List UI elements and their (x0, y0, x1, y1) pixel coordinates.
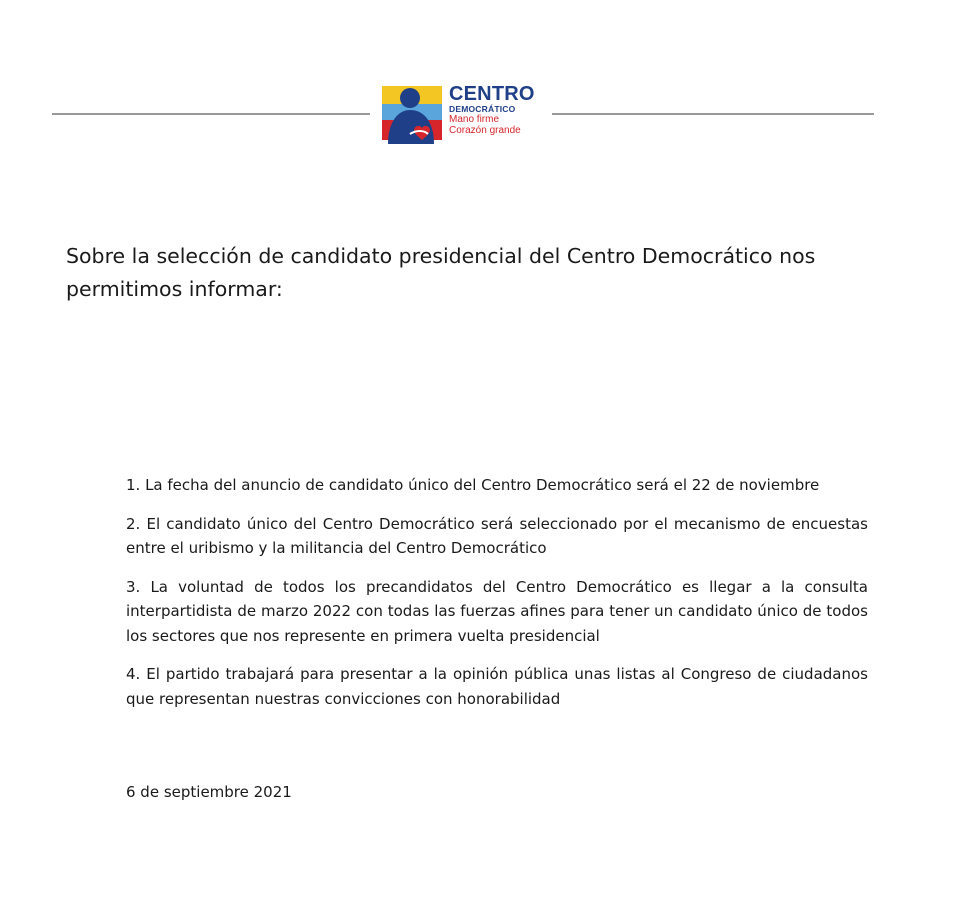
header-rule-right (552, 113, 874, 115)
logo-subtitle: DEMOCRÁTICO (449, 104, 516, 114)
announcement-item-4: 4. El partido trabajará para presentar a la opinión pública unas listas al Congreso de ciudadanos que representan nuestras convicciones con honorabilidad (126, 665, 868, 708)
header-rule-left (52, 113, 370, 115)
logo-slogan-line1: Mano firme (449, 114, 500, 125)
party-emblem-icon (380, 84, 444, 146)
announcement-item-1: 1. La fecha del anuncio de candidato único del Centro Democrático será el 22 de noviembre (126, 476, 820, 494)
announcement-item-2: 2. El candidato único del Centro Democrático será seleccionado por el mecanismo de encuestas entre el uribismo y la militancia del Centro Democrático (126, 514, 868, 557)
document-date: 6 de septiembre 2021 (126, 783, 292, 801)
announcement-list (126, 473, 868, 725)
document-heading: Sobre la selección de candidato presidencial del Centro Democrático nos permitimos informar: (66, 244, 816, 301)
logo-title: CENTRO (449, 83, 535, 105)
logo-slogan-line2: Corazón grande (449, 125, 521, 136)
announcement-item-3: 3. La voluntad de todos los precandidatos del Centro Democrático es llegar a la consulta interpartidista de marzo 2022 con todas las fuerzas afines para tener un candidato único de todos los sectores que nos represente en primera vuelta presidencial (126, 577, 868, 645)
logo-wordmark (449, 84, 549, 136)
party-logo (380, 84, 548, 146)
